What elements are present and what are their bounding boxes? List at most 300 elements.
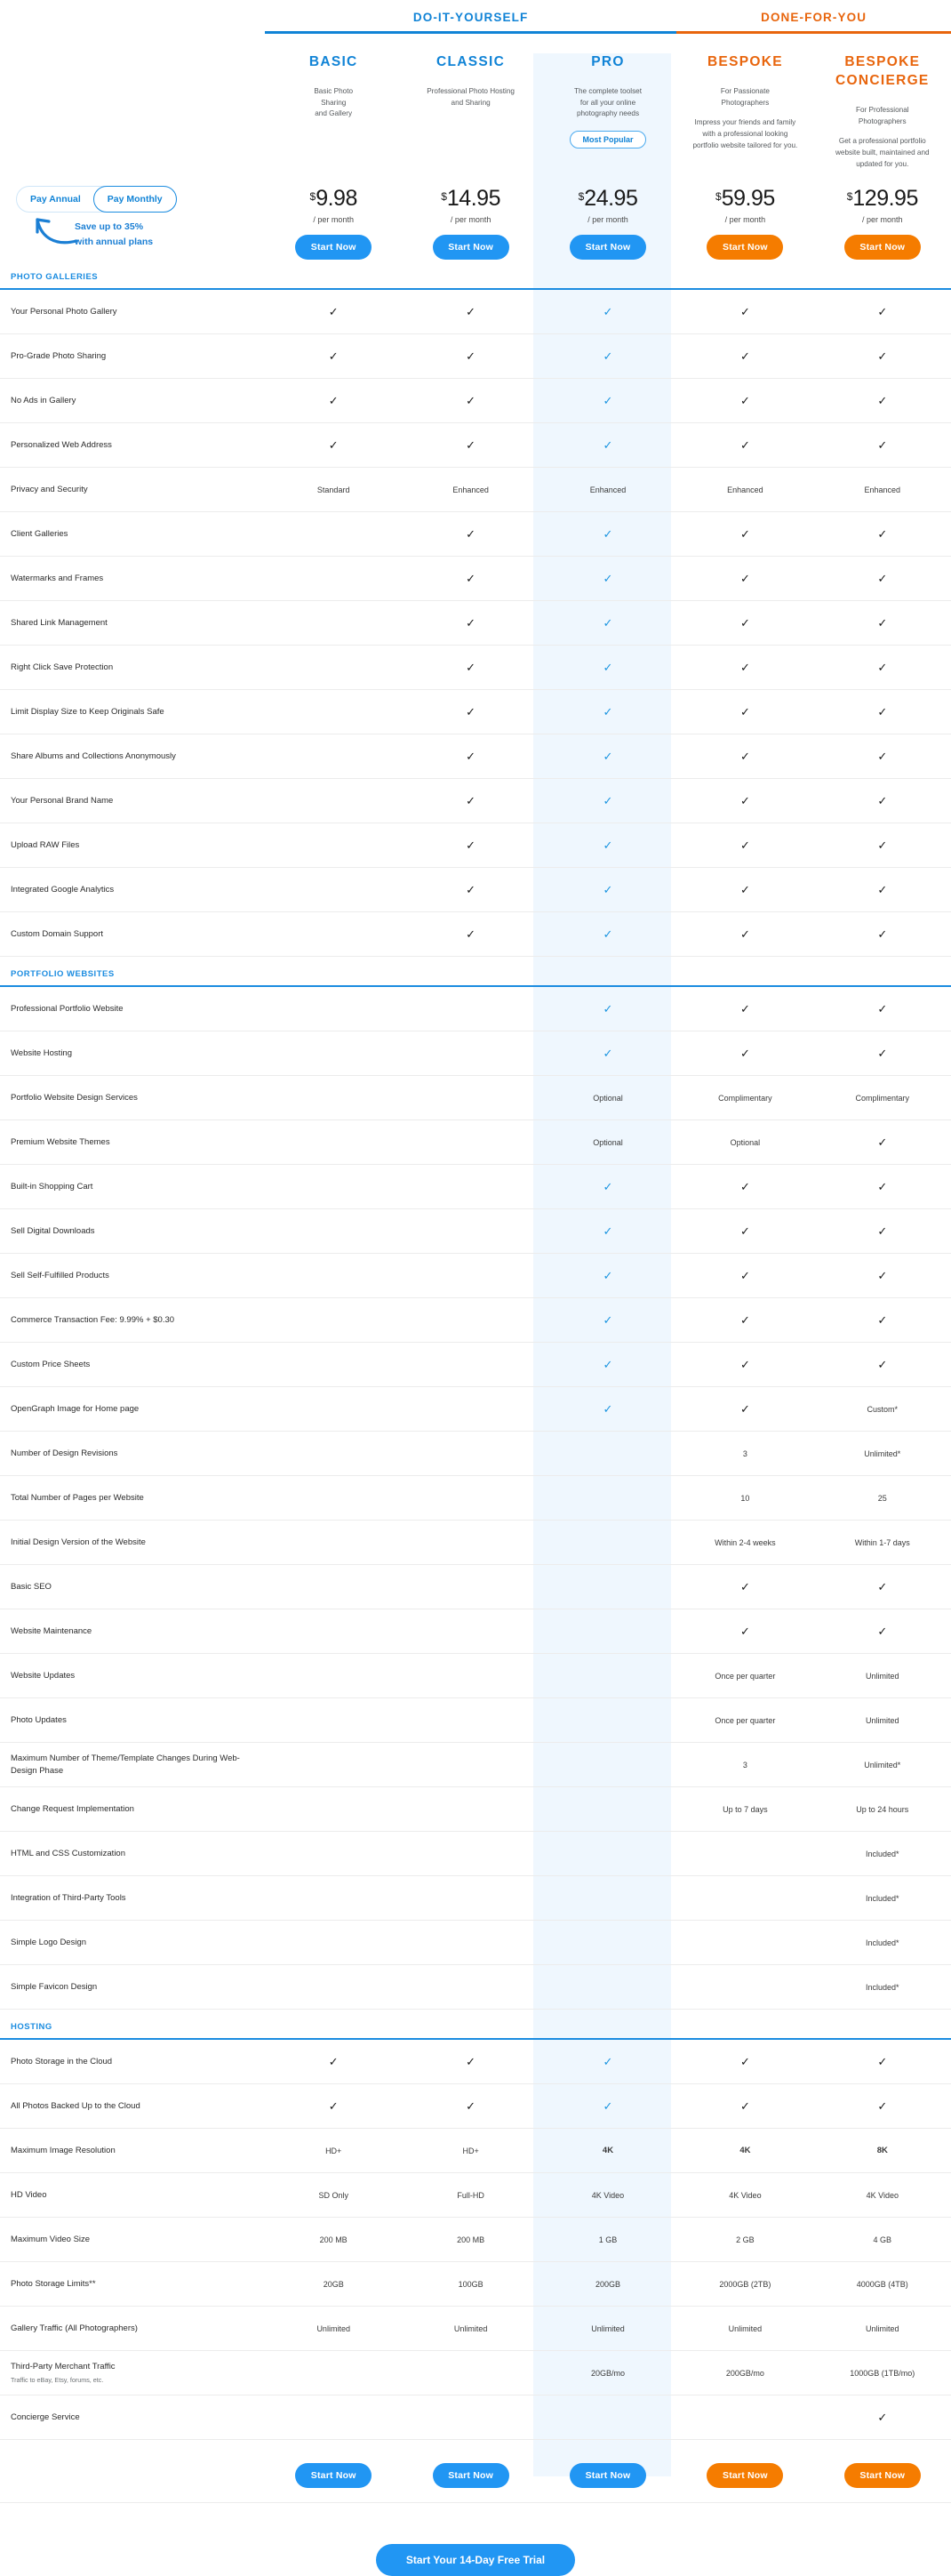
check-icon: ✓ [877,927,888,942]
price-cell-basic [265,170,402,260]
check-icon: ✓ [603,572,613,586]
start-now-button-basic[interactable]: Start Now [295,235,372,260]
feature-value: 4 GB [873,2235,892,2244]
start-now-button-bespoke[interactable]: Start Now [707,235,783,260]
feature-value [676,2409,813,2427]
feature-value [539,2409,676,2427]
feature-value [402,1400,539,1418]
feature-value [539,1394,676,1424]
feature-value [539,1623,676,1641]
check-icon: ✓ [877,305,888,319]
feature-name [0,1483,265,1513]
feature-value [814,831,951,860]
feature-label: Simple Favicon Design [11,1981,98,1992]
currency-symbol: $ [715,190,722,204]
feature-value [676,1617,813,1646]
feature-name [0,2136,265,2166]
table-row [0,2307,951,2351]
feature-value [265,1801,402,1818]
plan-category-headers [0,0,951,34]
category-do-it-yourself [265,0,676,34]
feature-name [0,2403,265,2433]
check-icon: ✓ [877,1224,888,1239]
feature-value [265,1223,402,1240]
feature-value [539,2091,676,2121]
feature-value [676,919,813,949]
check-icon: ✓ [877,349,888,364]
feature-label: Limit Display Size to Keep Originals Safe [11,706,164,717]
feature-value: Enhanced [727,485,763,494]
feature-value [539,1489,676,1507]
feature-value [265,2091,402,2121]
table-row [0,734,951,779]
feature-name [0,2225,265,2255]
check-icon: ✓ [739,839,750,853]
check-icon: ✓ [877,1358,888,1372]
feature-label: Photo Storage in the Cloud [11,2056,113,2066]
start-now-button-pro-bottom[interactable]: Start Now [570,2463,646,2488]
table-row [0,1876,951,1921]
table-row [0,646,951,690]
feature-value [265,341,402,371]
feature-value [539,1667,676,1685]
feature-value: HD+ [462,2146,479,2155]
feature-value [402,1712,539,1729]
feature-value [265,1267,402,1285]
feature-value [265,2364,402,2382]
table-row [0,2084,951,2129]
feature-value [539,1978,676,1996]
feature-name [0,1216,265,1247]
feature-value: Complimentary [855,1093,910,1103]
check-icon: ✓ [877,1180,888,1194]
feature-value [539,1801,676,1818]
feature-value [814,994,951,1023]
check-icon: ✓ [739,705,750,719]
table-row [0,779,951,823]
feature-name [0,1128,265,1158]
check-icon: ✓ [328,2055,339,2069]
check-icon: ✓ [603,1180,613,1194]
feature-label: Website Hosting [11,1047,72,1058]
feature-name [0,831,265,861]
feature-value: Within 2-4 weeks [715,1537,776,1547]
check-icon: ✓ [603,1402,613,1416]
feature-label: HD Video [11,2189,47,2200]
table-row [0,1787,951,1832]
plan-name: BESPOKE [707,54,783,69]
feature-value [814,2403,951,2432]
feature-value [814,1617,951,1646]
start-now-button-classic-bottom[interactable]: Start Now [433,2463,509,2488]
feature-value [265,1667,402,1685]
check-icon: ✓ [739,438,750,453]
check-icon: ✓ [603,661,613,675]
feature-value [814,1305,951,1335]
feature-value [539,430,676,460]
feature-value [402,1534,539,1552]
check-icon: ✓ [466,927,476,942]
feature-value [539,786,676,815]
feature-value [676,831,813,860]
feature-value [402,1667,539,1685]
table-row [0,2040,951,2084]
feature-label: Third-Party Merchant Traffic [11,2361,116,2371]
feature-value [676,875,813,904]
pricing-row [0,170,951,260]
check-icon: ✓ [739,616,750,630]
feature-name [0,1305,265,1336]
section-title: PORTFOLIO WEBSITES [11,969,115,980]
check-icon: ✓ [877,2055,888,2069]
feature-value [402,1312,539,1329]
feature-value [539,1261,676,1290]
feature-name [0,919,265,950]
feature-label: HTML and CSS Customization [11,1848,126,1858]
feature-value [402,1978,539,1996]
check-icon: ✓ [603,1002,613,1016]
feature-value [265,2409,402,2427]
check-icon: ✓ [466,572,476,586]
price-cell-bespoke-concierge [814,170,951,260]
check-icon: ✓ [739,1625,750,1639]
plan-name: CLASSIC [436,54,506,69]
feature-name [0,1172,265,1202]
price [402,188,539,210]
check-icon: ✓ [603,1047,613,1061]
feature-name [0,341,265,372]
section-title: PHOTO GALLERIES [11,272,99,283]
feature-value [539,653,676,682]
feature-label: Integration of Third-Party Tools [11,1892,126,1903]
feature-sublabel: Traffic to eBay, Etsy, forums, etc. [11,2376,104,2385]
plan-description: Basic Photo Sharing and Gallery [314,86,354,118]
feature-value: 4000GB (4TB) [856,2279,908,2289]
feature-value [402,2409,539,2427]
feature-label: Personalized Web Address [11,439,112,450]
start-now-button-bespoke-bottom[interactable]: Start Now [707,2463,783,2488]
bottom-cta-basic [265,2452,402,2488]
check-icon: ✓ [466,750,476,764]
table-row [0,868,951,912]
plan-header-basic [265,34,402,170]
check-icon: ✓ [603,1313,613,1328]
check-icon: ✓ [877,616,888,630]
check-icon: ✓ [877,527,888,542]
check-icon: ✓ [328,349,339,364]
feature-value [539,1445,676,1463]
feature-label: Sell Self-Fulfilled Products [11,1270,109,1280]
feature-value [265,1845,402,1863]
feature-value: Optional [730,1137,761,1147]
feature-value [402,1489,539,1507]
feature-value [814,919,951,949]
feature-value [814,1039,951,1068]
feature-value [265,703,402,721]
feature-value: Unlimited [316,2323,350,2333]
feature-name [0,1839,265,1869]
table-row [0,1031,951,1076]
feature-value [539,1712,676,1729]
section-title: HOSTING [11,2022,52,2033]
check-icon: ✓ [739,1224,750,1239]
feature-label: Professional Portfolio Website [11,1003,124,1014]
feature-value [676,697,813,726]
feature-value [539,386,676,415]
check-icon: ✓ [603,349,613,364]
feature-value [814,608,951,638]
feature-value [265,1578,402,1596]
feature-value: Included* [866,1893,899,1903]
feature-name [0,875,265,905]
feature-value [265,1134,402,1152]
feature-value [539,1845,676,1863]
feature-value: Included* [866,1938,899,1947]
check-icon: ✓ [466,883,476,897]
feature-name [0,653,265,683]
feature-value: Included* [866,1849,899,1858]
feature-value: Unlimited [453,2323,488,2333]
start-now-button-pro[interactable]: Start Now [570,235,646,260]
table-row [0,690,951,734]
check-icon: ✓ [739,1580,750,1594]
feature-name [0,1439,265,1469]
feature-label: All Photos Backed Up to the Cloud [11,2100,140,2111]
feature-value: Unlimited* [864,1760,901,1769]
check-icon: ✓ [466,661,476,675]
feature-value: 3 [742,1760,747,1769]
plan-description: For Passionate Photographers [720,86,770,107]
feature-value [539,831,676,860]
feature-name [0,475,265,505]
price [676,188,813,210]
feature-value [814,697,951,726]
feature-value [676,564,813,593]
feature-value [265,430,402,460]
feature-name [0,2047,265,2077]
feature-value [402,1089,539,1107]
feature-value [814,519,951,549]
feature-label: OpenGraph Image for Home page [11,1403,140,1414]
price-amount: 14.95 [446,186,500,212]
bottom-cta-bespoke [676,2452,813,2488]
feature-value [676,297,813,326]
check-icon: ✓ [739,1313,750,1328]
billing-toggle[interactable] [16,186,177,213]
check-icon: ✓ [466,839,476,853]
feature-value [402,341,539,371]
plan-header-bespoke [676,34,813,170]
check-icon: ✓ [739,305,750,319]
table-row [0,1565,951,1609]
feature-label: Number of Design Revisions [11,1448,118,1458]
feature-label: Photo Updates [11,1714,67,1725]
plan-name: BASIC [308,54,358,69]
feature-value [265,881,402,899]
feature-value [676,1216,813,1246]
feature-label: No Ads in Gallery [11,395,76,405]
feature-value [676,1890,813,1907]
feature-value [814,297,951,326]
category-done-for-you [676,0,951,34]
feature-label: Commerce Transaction Fee: 9.99% + $0.30 [11,1314,175,1325]
check-icon: ✓ [603,2055,613,2069]
feature-value: 4K [602,2146,614,2156]
table-row [0,1343,951,1387]
feature-label: Simple Logo Design [11,1937,87,1947]
check-icon: ✓ [739,1002,750,1016]
feature-value: Enhanced [589,485,627,494]
feature-value: SD Only [318,2190,348,2200]
feature-value [402,564,539,593]
feature-label: Built-in Shopping Cart [11,1181,93,1192]
table-row [0,2218,951,2262]
check-icon: ✓ [739,661,750,675]
check-icon: ✓ [603,794,613,808]
check-icon: ✓ [603,1269,613,1283]
start-now-button-bespoke-concierge[interactable]: Start Now [844,235,921,260]
feature-value [814,875,951,904]
table-row [0,1254,951,1298]
currency-symbol: $ [441,190,447,204]
feature-value [402,1756,539,1774]
check-icon: ✓ [739,2055,750,2069]
check-icon: ✓ [603,839,613,853]
feature-value [402,919,539,949]
check-icon: ✓ [877,1580,888,1594]
check-icon: ✓ [877,1002,888,1016]
start-now-button-basic-bottom[interactable]: Start Now [295,2463,372,2488]
table-row [0,512,951,557]
plan-headers [0,34,951,170]
feature-value [402,653,539,682]
check-icon: ✓ [466,394,476,408]
feature-name [0,994,265,1024]
feature-value [676,1039,813,1068]
start-free-trial-button[interactable]: Start Your 14-Day Free Trial [376,2544,575,2576]
feature-label: Website Maintenance [11,1625,92,1636]
feature-name [0,2269,265,2299]
feature-name [0,1928,265,1958]
plan-header-bespoke-concierge [814,34,951,170]
feature-value [814,564,951,593]
feature-value [676,1172,813,1201]
feature-value [814,1216,951,1246]
feature-label: Photo Storage Limits** [11,2278,96,2289]
feature-value: Enhanced [864,485,901,494]
feature-label: Share Albums and Collections Anonymously [11,750,176,761]
feature-value [265,1934,402,1952]
feature-name [0,1661,265,1691]
check-icon: ✓ [466,349,476,364]
start-now-button-classic[interactable]: Start Now [433,235,509,260]
table-row [0,1165,951,1209]
table-row [0,1921,951,1965]
free-trial-area [0,2503,951,2576]
feature-value [402,831,539,860]
feature-value: Complimentary [718,1093,772,1103]
pay-monthly-option[interactable]: Pay Monthly [93,186,177,213]
feature-value: 200GB [595,2279,620,2289]
feature-value: 1 GB [598,2235,618,2244]
feature-name [0,1572,265,1602]
plan-description: For Professional Photographers [855,105,909,125]
feature-value [265,837,402,855]
feature-value [814,386,951,415]
price-amount: 59.95 [721,186,775,212]
pay-annual-option[interactable]: Pay Annual [30,194,81,205]
feature-label: Privacy and Security [11,484,88,494]
feature-label: Initial Design Version of the Website [11,1537,146,1547]
feature-label: Concierge Service [11,2411,80,2422]
feature-value [539,919,676,949]
feature-value: Unlimited [866,2323,899,2333]
feature-value [265,926,402,943]
feature-value [402,1267,539,1285]
feature-label: Basic SEO [11,1581,52,1592]
table-row [0,1698,951,1743]
table-row [0,912,951,957]
feature-value [402,519,539,549]
feature-name [0,786,265,816]
feature-label: Maximum Image Resolution [11,2145,116,2155]
feature-value: 3 [742,1448,747,1458]
check-icon: ✓ [739,1047,750,1061]
table-row [0,1965,951,2010]
feature-value: 200GB/mo [725,2368,764,2378]
feature-value: Unlimited [728,2323,763,2333]
feature-label: Custom Price Sheets [11,1359,91,1369]
check-icon: ✓ [466,705,476,719]
table-row [0,2129,951,2173]
feature-value [265,792,402,810]
feature-name [0,430,265,461]
check-icon: ✓ [466,2099,476,2114]
feature-name [0,519,265,550]
feature-sections [0,260,951,2440]
feature-value: Unlimited [866,1671,899,1681]
feature-label: Website Updates [11,1670,76,1681]
feature-name [0,1794,265,1825]
check-icon: ✓ [739,927,750,942]
price-amount: 129.95 [852,186,918,212]
check-icon: ✓ [603,883,613,897]
table-row [0,1387,951,1432]
price-amount: 24.95 [584,186,638,212]
currency-symbol: $ [309,190,316,204]
feature-value [814,341,951,371]
feature-label: Shared Link Management [11,617,108,628]
check-icon: ✓ [877,1313,888,1328]
check-icon: ✓ [739,527,750,542]
feature-value [539,1039,676,1068]
check-icon: ✓ [603,394,613,408]
feature-value [265,526,402,543]
table-row [0,1654,951,1698]
feature-value [539,1305,676,1335]
feature-value [402,786,539,815]
feature-value [265,1623,402,1641]
feature-value [265,748,402,766]
feature-value: Within 1-7 days [854,1537,910,1547]
feature-value [539,1350,676,1379]
start-now-button-bespoke-concierge-bottom[interactable]: Start Now [844,2463,921,2488]
check-icon: ✓ [739,883,750,897]
plan-description: The complete toolset for all your online photography needs [573,86,642,118]
feature-value: HD+ [325,2146,342,2155]
feature-value [265,1312,402,1329]
bottom-cta-bespoke-concierge [814,2452,951,2488]
